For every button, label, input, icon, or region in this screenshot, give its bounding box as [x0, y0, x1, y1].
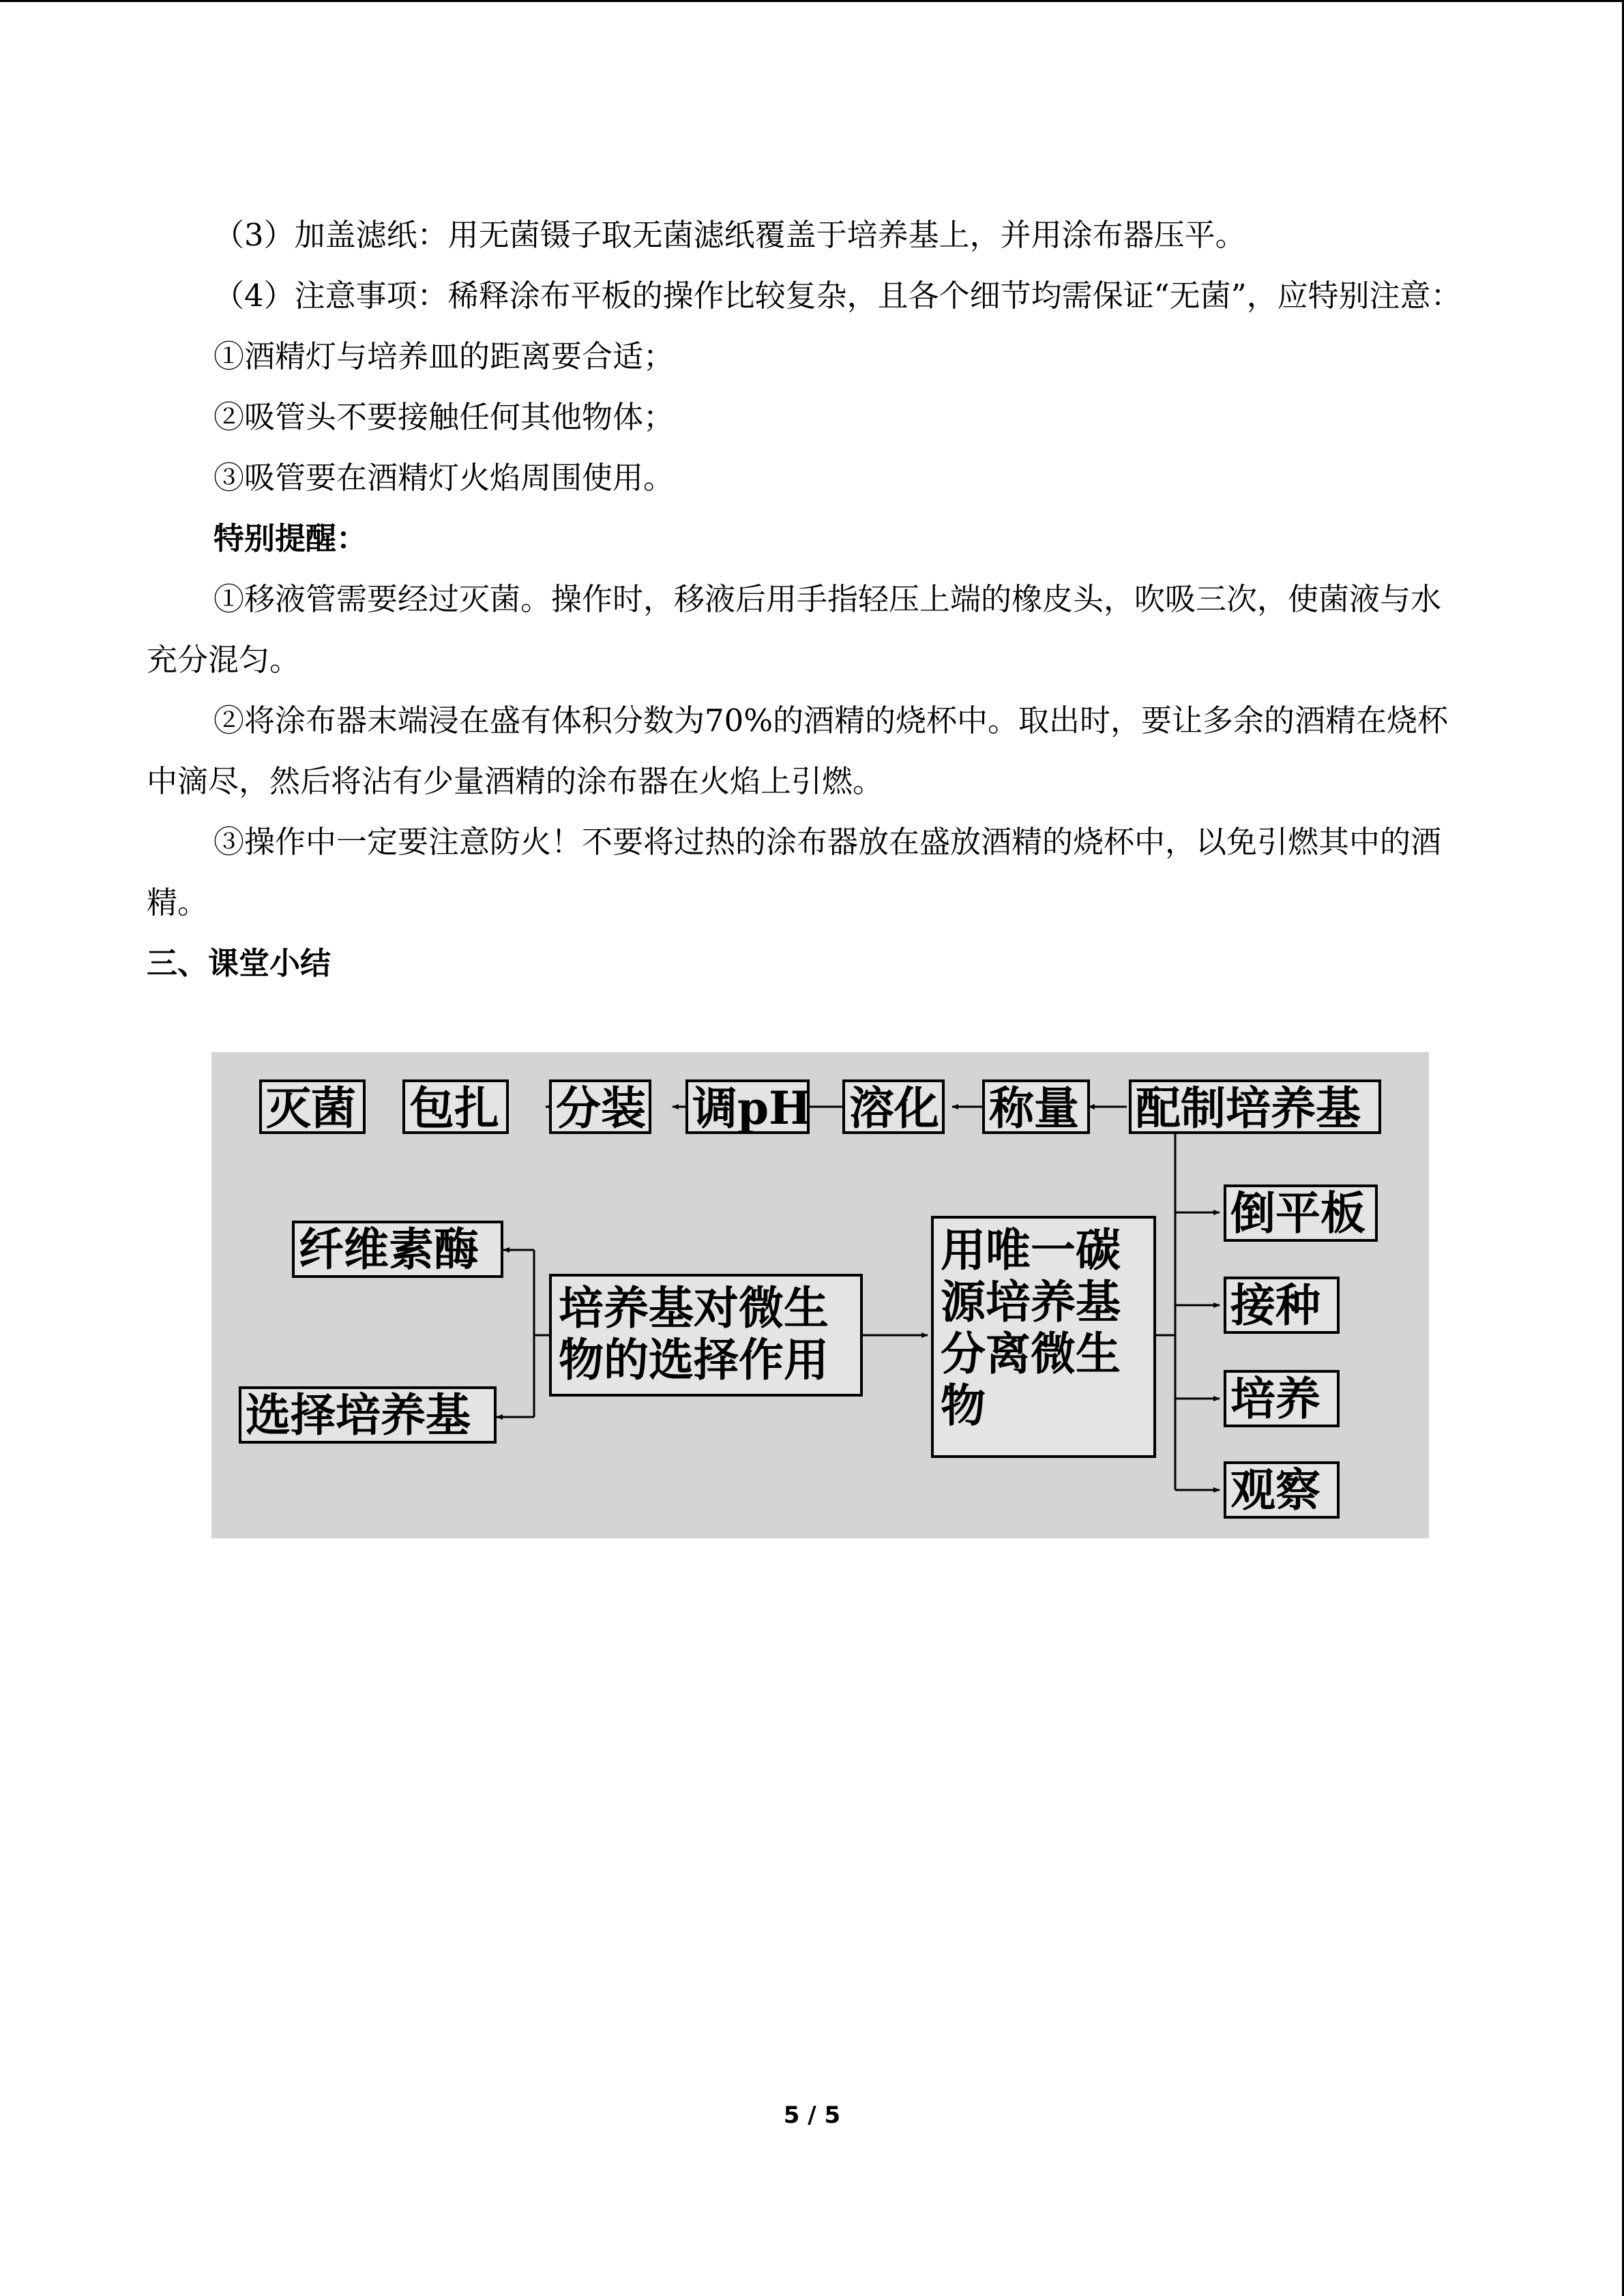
page-number: 5 / 5: [783, 2102, 841, 2129]
node-observe: 观察: [1224, 1461, 1340, 1519]
summary-diagram: [211, 1052, 1429, 1538]
document-body: [147, 205, 1466, 994]
node-selective-medium: 选择培养基: [239, 1386, 497, 1444]
node-dispense: 分装: [549, 1079, 651, 1134]
precaution-item-3: ③吸管要在酒精灯火焰周围使用。: [213, 460, 675, 496]
precaution-item-2: ②吸管头不要接触任何其他物体；: [213, 399, 675, 435]
reminder-item-1: ①移液管需要经过灭菌。操作时，移液后用手指轻压上端的橡皮头，吹吸三次，使菌液与水充分混匀。: [147, 581, 1442, 678]
node-dissolve: 溶化: [842, 1079, 945, 1134]
node-weigh: 称量: [982, 1079, 1090, 1134]
reminder-item-2: ②将涂布器末端浸在盛有体积分数为70%的酒精的烧杯中。取出时，要让多余的酒精在烧杯中滴尽，然后将沾有少量酒精的涂布器在火焰上引燃。: [147, 702, 1449, 799]
node-culture: 培养: [1224, 1370, 1340, 1427]
section-heading-summary: 三、课堂小结: [147, 945, 331, 981]
node-pour-plate: 倒平板: [1224, 1184, 1378, 1242]
node-medium-selection-role: 培养基对微生物的选择作用: [549, 1274, 863, 1397]
node-prepare-medium: 配制培养基: [1129, 1079, 1381, 1134]
reminder-item-3: ③操作中一定要注意防火！不要将过热的涂布器放在盛放酒精的烧杯中，以免引燃其中的酒精。: [147, 824, 1442, 921]
node-carbon-source-isolation: 用唯一碳源培养基分离微生物: [931, 1216, 1156, 1458]
node-adjust-ph: 调pH: [685, 1079, 810, 1134]
paragraph-cover-filter-paper: （3）加盖滤纸：用无菌镊子取无菌滤纸覆盖于培养基上，并用涂布器压平。: [213, 217, 1246, 253]
node-inoculate: 接种: [1224, 1277, 1340, 1334]
precaution-item-1: ①酒精灯与培养皿的距离要合适；: [213, 338, 675, 374]
reminder-title: 特别提醒：: [213, 520, 368, 556]
page-border-top: [0, 0, 1624, 2]
node-wrap: 包扎: [402, 1079, 509, 1134]
paragraph-precautions: （4）注意事项：稀释涂布平板的操作比较复杂，且各个细节均需保证“无菌”，应特别注意：: [213, 278, 1462, 314]
node-cellulase: 纤维素酶: [292, 1221, 503, 1278]
node-sterilize: 灭菌: [259, 1079, 366, 1134]
